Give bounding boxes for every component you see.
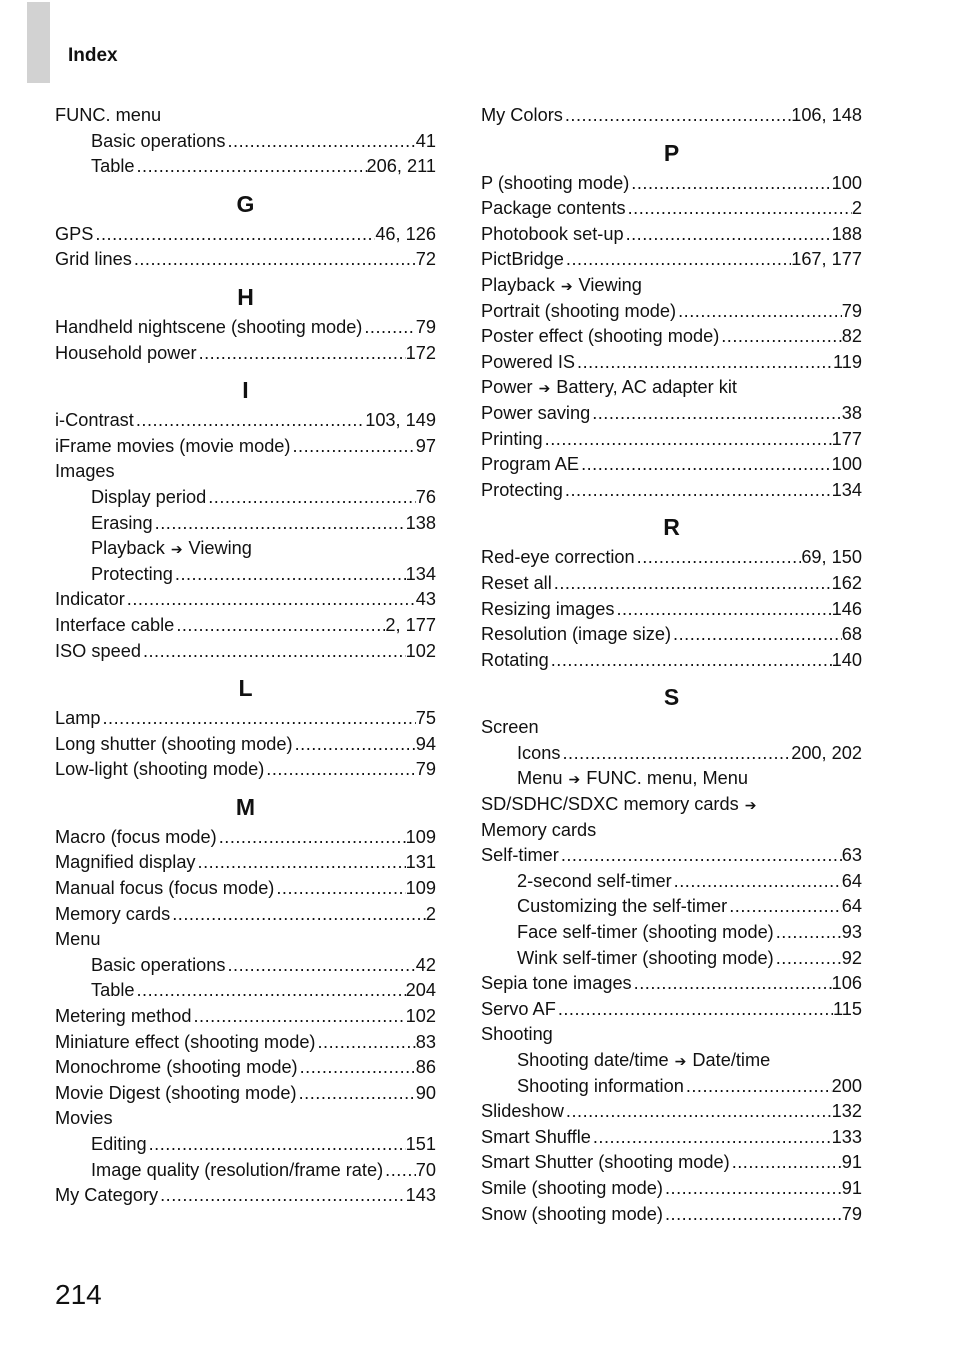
index-entry-iframe-movies-movie-mode [55,434,436,460]
entry-page-numbers: 100 [831,454,862,475]
see-arrow-icon: ➔ [170,541,183,558]
entry-label: Erasing [91,512,153,533]
index-entry-indicator [55,587,436,613]
entry-see-reference: FUNC. menu, Menu [586,768,748,789]
see-arrow-icon: ➔ [538,380,551,397]
see-arrow-icon: ➔ [744,797,757,814]
entry-see-reference: Battery, AC adapter kit [556,377,737,398]
entry-label: Interface cable [55,614,175,635]
entry-see-reference: Date/time [692,1050,771,1070]
index-entry-movies [55,1106,436,1132]
entry-page-numbers: 146 [831,598,862,619]
index-entry-servo-af [481,997,862,1023]
dot-leader [132,247,416,273]
entry-label: PictBridge [481,249,564,270]
entry-label: Face self-timer (shooting mode) [517,922,774,943]
section-letter-h: H [237,283,254,310]
entry-page-numbers: 63 [841,845,862,866]
index-entry-protecting [481,478,862,504]
entry-label: Menu [55,929,101,950]
entry-label: Handheld nightscene (shooting mode) [55,316,363,337]
entry-label: Resolution (image size) [481,624,672,645]
side-tab-marker [27,2,50,83]
entry-label: Playback [481,274,555,295]
entry-label: Table [91,156,135,177]
dot-leader [158,1183,406,1209]
entry-label: Portrait (shooting mode) [481,300,677,321]
index-subentry-shooting-information [481,1074,862,1100]
entry-page-numbers: 134 [405,563,436,584]
entry-label: Rotating [481,649,549,670]
section-letter-i: I [242,377,249,404]
entry-label: Movies [55,1108,113,1129]
entry-page-numbers: 64 [841,870,862,891]
index-entry-poster-effect-shooting-mode [481,324,862,350]
dot-leader [549,648,832,674]
index-subentry-wink-self-timer-shooting-mode [481,946,862,972]
entry-label: Icons [517,742,561,763]
dot-leader [125,587,416,613]
entry-page-numbers: 138 [405,512,436,533]
entry-page-numbers: 91 [841,1152,862,1173]
index-entry-memory-cards [481,818,862,844]
dot-leader [274,876,405,902]
dot-leader [590,401,842,427]
entry-label: Long shutter (shooting mode) [55,733,293,754]
dot-leader [552,571,832,597]
entry-page-numbers: 72 [415,249,436,270]
index-entry-sepia-tone-images [481,971,862,997]
dot-leader [719,324,842,350]
entry-page-numbers: 83 [415,1031,436,1052]
entry-label: Memory cards [481,819,597,840]
dot-leader [297,1081,416,1107]
entry-label: Table [91,980,135,1001]
entry-label: Shooting date/time [517,1050,669,1070]
dot-leader [225,953,415,979]
entry-see-reference: Viewing [578,274,642,295]
entry-page-numbers: 79 [415,316,436,337]
dot-leader [101,706,416,732]
index-entry-portrait-shooting-mode [481,299,862,325]
entry-label: P (shooting mode) [481,172,630,193]
dot-leader [671,622,842,648]
entry-page-numbers: 131 [405,852,436,873]
dot-leader [614,597,831,623]
index-column-right [481,103,862,1227]
entry-page-numbers: 143 [405,1185,436,1206]
section-letter-p: P [663,139,680,166]
index-entry-printing [481,427,862,453]
index-entry-movie-digest-shooting-mode [55,1081,436,1107]
entry-label: Snow (shooting mode) [481,1203,663,1224]
index-entry-slideshow [481,1099,862,1125]
index-subentry-face-self-timer-shooting-mode [481,920,862,946]
entry-page-numbers: 82 [841,326,862,347]
index-entry-resizing-images [481,597,862,623]
entry-page-numbers: 38 [841,402,862,423]
dot-leader [774,946,842,972]
entry-label: Low-light (shooting mode) [55,759,265,780]
entry-page-numbers: 109 [405,878,436,899]
index-entry-household-power [55,341,436,367]
index-entry-pictbridge [481,247,862,273]
index-entry-resolution-image-size [481,622,862,648]
entry-page-numbers: 93 [841,922,862,943]
dot-leader [383,1158,416,1184]
entry-label: i-Contrast [55,410,134,431]
entry-page-numbers: 43 [415,589,436,610]
dot-leader [579,452,832,478]
entry-label: Editing [91,1134,147,1154]
entry-page-numbers: 97 [415,435,436,456]
index-entry-self-timer [481,843,862,869]
dot-leader [560,741,791,767]
entry-page-numbers: 172 [405,342,436,363]
entry-label: Memory cards [55,903,171,924]
entry-page-numbers: 102 [405,1006,436,1027]
index-entry-smile-shooting-mode [481,1176,862,1202]
entry-label: My Colors [481,105,563,125]
index-entry-smart-shutter-shooting-mode [481,1150,862,1176]
dot-leader [290,434,415,460]
dot-leader [197,341,406,367]
index-subentry-playback [55,536,436,562]
entry-label: Macro (focus mode) [55,826,217,847]
see-arrow-icon: ➔ [674,1053,687,1069]
index-subentry-menu [481,766,862,792]
index-entry-power [481,375,862,401]
dot-leader [264,757,416,783]
entry-label: Movie Digest (shooting mode) [55,1082,297,1103]
entry-label: Shooting information [517,1075,684,1096]
entry-page-numbers: 106, 148 [791,105,862,125]
entry-label: Smile (shooting mode) [481,1177,663,1198]
entry-label: Basic operations [91,954,226,975]
entry-page-numbers: 69, 150 [801,547,862,568]
entry-page-numbers: 76 [415,486,436,507]
dot-leader [635,545,802,571]
dot-leader [225,129,415,155]
section-letter-s: S [663,684,680,711]
entry-see-reference: Viewing [188,538,252,559]
index-entry-macro-focus-mode [55,825,436,851]
entry-label: Grid lines [55,249,132,270]
dot-leader [191,1004,405,1030]
dot-leader [174,613,385,639]
dot-leader [173,562,406,588]
index-entry-photobook-set-up [481,222,862,248]
dot-leader [134,408,365,434]
dot-leader [147,1132,406,1158]
dot-leader [559,843,842,869]
entry-page-numbers: 75 [415,708,436,729]
dot-leader [591,1125,832,1151]
entry-page-numbers: 2 [851,198,862,219]
index-entry-handheld-nightscene-shooting-mode [55,315,436,341]
entry-page-numbers: 167, 177 [791,249,862,270]
entry-page-numbers: 79 [841,1203,862,1224]
index-entry-shooting [481,1022,862,1048]
entry-label: Printing [481,428,543,449]
index-entry-power-saving [481,401,862,427]
section-letter-g: G [236,190,255,217]
index-entry-metering-method [55,1004,436,1030]
index-entry-rotating [481,648,862,674]
dot-leader [663,1176,842,1202]
dot-leader [93,222,375,248]
entry-page-numbers: 68 [841,624,862,645]
entry-label: 2-second self-timer [517,870,672,891]
see-arrow-icon: ➔ [560,277,573,294]
index-column-left [55,103,436,1209]
index-entry-package-contents [481,196,862,222]
index-subentry-table [55,154,436,180]
entry-page-numbers: 2 [425,903,436,924]
entry-label: FUNC. menu [55,105,162,125]
dot-leader [293,732,416,758]
entry-label: iFrame movies (movie mode) [55,435,291,456]
entry-page-numbers: 2, 177 [385,614,436,635]
entry-label: GPS [55,223,94,244]
index-entry-monochrome-shooting-mode [55,1055,436,1081]
section-letter-m: M [235,793,256,820]
index-subentry-basic-operations [55,953,436,979]
entry-label: Power saving [481,402,591,423]
entry-label: Sepia tone images [481,973,632,994]
entry-label: Shooting [481,1024,553,1045]
index-entry-program-ae [481,452,862,478]
index-entry-low-light-shooting-mode [55,757,436,783]
entry-page-numbers: 204 [405,980,436,1001]
dot-leader [684,1074,832,1100]
index-entry-memory-cards [55,902,436,928]
entry-label: Package contents [481,198,626,219]
index-entry-magnified-display [55,850,436,876]
index-entry-menu [55,927,436,953]
entry-page-numbers: 200 [831,1075,862,1096]
entry-label: Self-timer [481,845,559,866]
index-entry-sd-sdhc-sdxc-memory-cards [481,792,862,818]
entry-page-numbers: 91 [841,1177,862,1198]
entry-page-numbers: 106 [831,973,862,994]
entry-label: Indicator [55,589,125,610]
entry-label: Program AE [481,454,580,475]
dot-leader [663,1202,842,1228]
entry-page-numbers: 109 [405,826,436,847]
entry-label: Protecting [481,479,563,500]
entry-page-numbers: 133 [831,1126,862,1147]
index-subentry-display-period [55,485,436,511]
see-arrow-icon: ➔ [568,771,581,788]
dot-leader [730,1150,842,1176]
entry-page-numbers: 115 [833,998,862,1019]
dot-leader [629,171,831,197]
entry-page-numbers: 102 [405,640,436,661]
index-entry-iso-speed [55,639,436,665]
dot-leader [543,427,832,453]
dot-leader [672,869,842,895]
index-subentry-editing [55,1132,436,1158]
entry-label: Magnified display [55,852,196,873]
index-subentry-erasing [55,511,436,537]
entry-label: Power [481,377,533,398]
entry-label: Monochrome (shooting mode) [55,1057,298,1078]
dot-leader [196,850,406,876]
entry-page-numbers: 151 [405,1134,436,1154]
index-entry-powered-is [481,350,862,376]
index-entry-miniature-effect-shooting-mode [55,1030,436,1056]
index-entry-manual-focus-focus-mode [55,876,436,902]
entry-page-numbers: 86 [415,1057,436,1078]
index-entry-my-colors [481,103,862,129]
dot-leader [774,920,842,946]
entry-page-numbers: 64 [841,896,862,917]
entry-label: Manual focus (focus mode) [55,878,275,899]
dot-leader [134,978,405,1004]
entry-page-numbers: 46, 126 [375,223,436,244]
entry-label: ISO speed [55,640,141,661]
index-entry-p-shooting-mode [481,171,862,197]
entry-page-numbers: 132 [831,1101,862,1122]
entry-label: Slideshow [481,1101,564,1122]
dot-leader [563,478,832,504]
entry-page-numbers: 119 [833,351,862,372]
entry-page-numbers: 140 [831,649,862,670]
dot-leader [563,103,791,129]
entry-label: Screen [481,717,539,738]
entry-label: SD/SDHC/SDXC memory cards [481,794,739,815]
entry-label: Playback [91,538,165,559]
entry-label: Smart Shuffle [481,1126,591,1147]
dot-leader [564,1099,832,1125]
index-subentry-customizing-the-self-timer [481,894,862,920]
entry-label: Images [55,461,115,482]
entry-page-numbers: 90 [415,1082,436,1103]
entry-label: Servo AF [481,998,556,1019]
index-entry-lamp [55,706,436,732]
dot-leader [632,971,832,997]
entry-label: Powered IS [481,351,576,372]
entry-label: My Category [55,1185,159,1206]
dot-leader [298,1055,416,1081]
index-entry-screen [481,715,862,741]
index-entry-images [55,459,436,485]
entry-label: Lamp [55,708,101,729]
index-entry-interface-cable [55,613,436,639]
entry-label: Reset all [481,572,552,593]
entry-label: Wink self-timer (shooting mode) [517,947,774,968]
entry-label: Customizing the self-timer [517,896,728,917]
entry-label: Menu [517,768,563,789]
dot-leader [206,485,416,511]
entry-label: Resizing images [481,598,615,619]
entry-label: Household power [55,342,197,363]
entry-page-numbers: 42 [415,954,436,975]
index-entry-long-shutter-shooting-mode [55,732,436,758]
index-subentry-basic-operations [55,129,436,155]
dot-leader [141,639,406,665]
dot-leader [170,902,426,928]
entry-page-numbers: 79 [841,300,862,321]
dot-leader [556,997,833,1023]
index-entry-my-category [55,1183,436,1209]
dot-leader [727,894,842,920]
entry-label: Photobook set-up [481,223,624,244]
section-letter-l: L [238,675,253,702]
entry-label: Poster effect (shooting mode) [481,326,720,347]
entry-page-numbers: 103, 149 [365,410,436,431]
dot-leader [134,154,366,180]
entry-label: Red-eye correction [481,547,635,568]
entry-label: Miniature effect (shooting mode) [55,1031,316,1052]
section-letter-r: R [663,514,680,541]
index-entry-func-menu [55,103,436,129]
index-entry-snow-shooting-mode [481,1202,862,1228]
index-entry-gps [55,222,436,248]
index-entry-i-contrast [55,408,436,434]
entry-page-numbers: 200, 202 [791,742,862,763]
entry-page-numbers: 162 [831,572,862,593]
index-entry-red-eye-correction [481,545,862,571]
entry-label: Protecting [91,563,173,584]
entry-label: Smart Shutter (shooting mode) [481,1152,730,1173]
index-subentry-table [55,978,436,1004]
index-subentry-image-quality-resolution-frame-rate [55,1158,436,1184]
entry-label: Image quality (resolution/frame rate) [91,1159,384,1180]
entry-label: Basic operations [91,130,226,151]
index-entry-reset-all [481,571,862,597]
entry-label: Display period [91,486,207,507]
entry-label: Metering method [55,1006,192,1027]
index-entry-grid-lines [55,247,436,273]
dot-leader [575,350,833,376]
index-subentry-icons [481,741,862,767]
entry-page-numbers: 92 [841,947,862,968]
entry-page-numbers: 94 [415,733,436,754]
dot-leader [626,196,852,222]
entry-page-numbers: 177 [831,428,862,449]
dot-leader [676,299,842,325]
index-entry-smart-shuffle [481,1125,862,1151]
entry-page-numbers: 134 [831,479,862,500]
entry-page-numbers: 206, 211 [366,156,436,177]
index-subentry-protecting [55,562,436,588]
entry-page-numbers: 41 [415,130,436,151]
dot-leader [217,825,406,851]
page-header-title: Index [68,45,118,66]
entry-page-numbers: 79 [415,759,436,780]
dot-leader [564,247,791,273]
dot-leader [153,511,406,537]
entry-page-numbers: 188 [831,223,862,244]
index-entry-playback [481,273,862,299]
index-subentry-2-second-self-timer [481,869,862,895]
entry-page-numbers: 70 [415,1159,436,1180]
dot-leader [362,315,415,341]
dot-leader [316,1030,416,1056]
index-subentry-shooting-date-time [481,1048,862,1074]
page-number: 214 [55,1279,102,1310]
dot-leader [624,222,832,248]
entry-page-numbers: 100 [831,172,862,193]
